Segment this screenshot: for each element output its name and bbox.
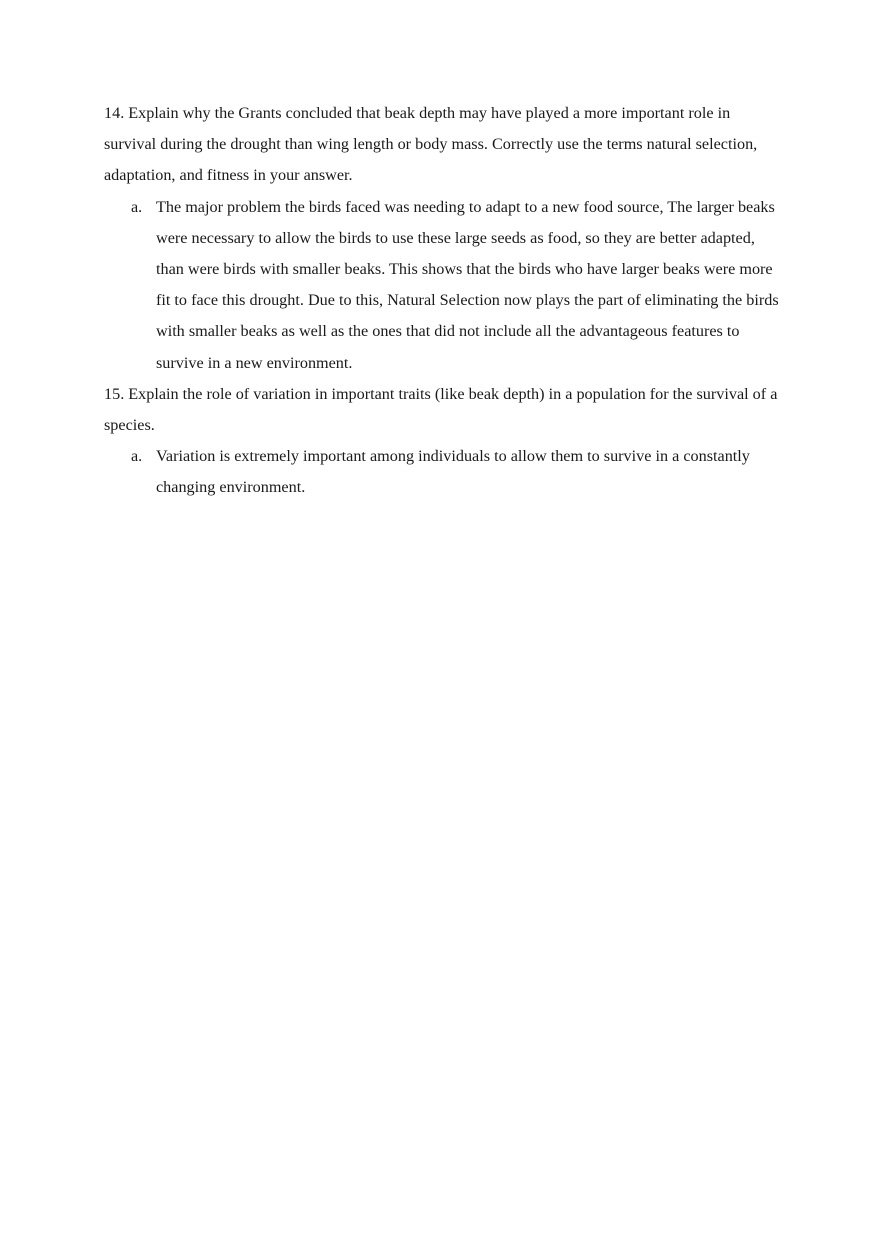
question-15-answer [104, 441, 784, 503]
answer-list-marker: a. [131, 197, 143, 216]
question-14-answer-text: The major problem the birds faced was needing to adapt to a new food source, The larger beaks were necessary to allow the birds to use these large seeds as food, so they are better adapted, than were birds with smaller beaks. This shows that the birds who have larger beaks were more fit to face this drought. Due to this, Natural Selection now plays the part of eliminating the birds with smaller beaks as well as the ones that did not include all the advantageous features to survive in a new environment. [156, 197, 779, 372]
question-14-prompt: 14. Explain why the Grants concluded that beak depth may have played a more important role in survival during the drought than wing length or body mass. Correctly use the terms natural selection, adaptation, and fitness in your answer. [104, 104, 758, 185]
question-14-answer [104, 192, 784, 379]
question-15-prompt: 15. Explain the role of variation in important traits (like beak depth) in a population for the survival of a species. [104, 384, 778, 435]
document-body [104, 98, 784, 504]
question-15-answer-text: Variation is extremely important among individuals to allow them to survive in a constantly changing environment. [156, 447, 750, 497]
answer-list-marker: a. [131, 447, 143, 466]
